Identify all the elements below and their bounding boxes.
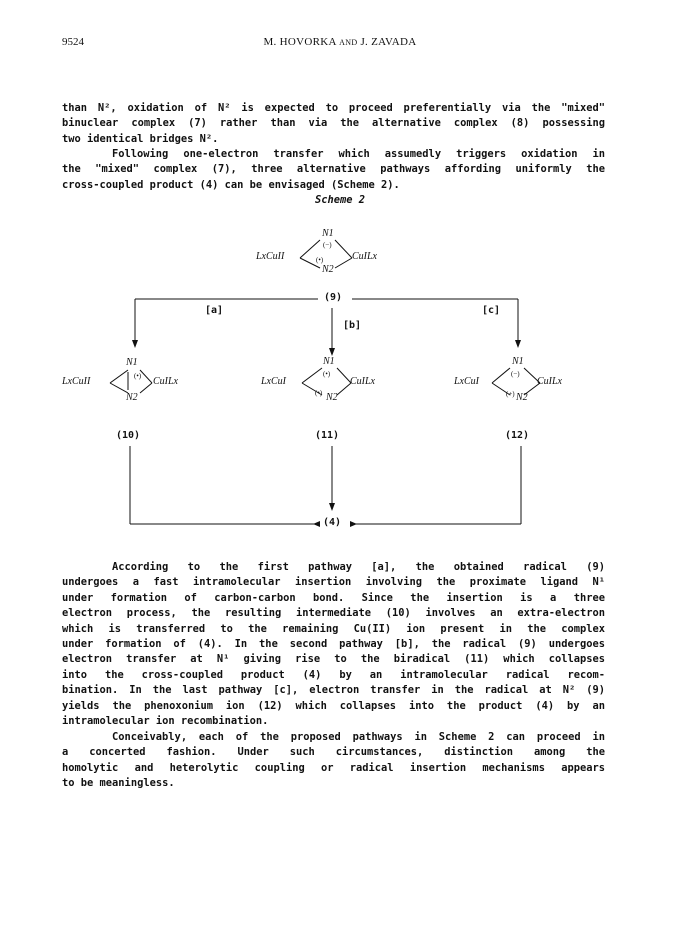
text-line: yields the phenoxonium ion (12) which collapses into the product (4) by an: [62, 699, 605, 712]
page-number: 9524: [62, 36, 84, 48]
text-line: electron process, the resulting intermediate (10) involves an extra-electron: [62, 607, 605, 620]
top-complex-left: LxCuII: [256, 251, 285, 262]
c11-mark1: (•): [323, 370, 331, 378]
text-line: electron transfer at N¹ giving rise to the biradical (11) which collapses: [62, 653, 605, 666]
text-line: homolytic and heterolytic coupling or radical insertion mechanisms appears: [62, 761, 605, 774]
c11-left: LxCuI: [261, 376, 286, 387]
label-10: (10): [116, 430, 141, 441]
bond-line: [335, 258, 352, 268]
top-complex-n2: N2: [322, 264, 334, 275]
fourth-paragraph: [62, 730, 605, 792]
text-line: into the cross-coupled product (4) by an intramolecular radical recom-: [62, 668, 605, 681]
bond-line: [335, 240, 352, 258]
text-line: Conceivably, each of the proposed pathways in Scheme 2 can proceed in: [112, 731, 605, 743]
third-paragraph: [62, 560, 605, 729]
c11-n2: N2: [326, 392, 338, 403]
arrowhead: [515, 340, 521, 348]
c12-left: LxCuI: [454, 376, 479, 387]
bond-line: [110, 370, 128, 383]
c10-mark: (•): [134, 372, 142, 380]
bond-line: [337, 383, 351, 395]
text-line: to be meaningless.: [62, 777, 175, 790]
text-line: the "mixed" complex (7), three alternative pathways affording uniformly the: [62, 163, 605, 176]
c12-mark1: (−): [511, 370, 520, 378]
text-line: under formation of (4). In the second pathway [b], the radical (9) undergoes: [62, 637, 605, 650]
label-11: (11): [315, 430, 340, 441]
branch-c-label: [c]: [482, 305, 501, 316]
arrowhead: [313, 521, 320, 527]
c12-n1: N1: [512, 356, 524, 367]
c11-mark2: (•): [315, 389, 323, 397]
top-complex-n1: N1: [322, 228, 334, 239]
c11-n1: N1: [323, 356, 335, 367]
c10-n1: N1: [126, 357, 138, 368]
branch-b-label: [b]: [343, 320, 362, 331]
text-line: which is transferred to the remaining Cu(II) ion present in the complex: [62, 622, 605, 635]
arrowhead: [329, 503, 335, 511]
text-line: two identical bridges N².: [62, 132, 219, 145]
text-line: under formation of carbon-carbon bond. Since the insertion is a three: [62, 591, 605, 604]
label-4: (4): [323, 517, 342, 528]
top-complex-right: CuILx: [352, 251, 377, 262]
top-complex-dot: (•): [316, 256, 324, 264]
text-line: a concerted fashion. Under such circumstances, distinction among the: [62, 746, 605, 759]
c12-n2: N2: [516, 392, 528, 403]
c12-right: CuILx: [537, 376, 562, 387]
text-line: Following one-electron transfer which assumedly triggers oxidation in: [112, 148, 605, 160]
arrowhead: [329, 348, 335, 356]
bond-line: [140, 383, 152, 393]
scheme-title: Scheme 2: [314, 194, 366, 206]
c10-right: CuILx: [153, 376, 178, 387]
text-line: According to the first pathway [a], the obtained radical (9): [112, 561, 605, 573]
c10-left: LxCuII: [62, 376, 91, 387]
arrowhead: [350, 521, 357, 527]
text-line: cross-coupled product (4) can be envisaged (Scheme 2).: [62, 178, 400, 191]
label-9: (9): [324, 292, 343, 303]
bond-line: [140, 370, 152, 383]
arrowhead: [132, 340, 138, 348]
c11-right: CuILx: [350, 376, 375, 387]
bond-line: [337, 368, 351, 383]
text-line: binuclear complex (7) rather than via the alternative complex (8) possessing: [62, 117, 605, 130]
text-line: than N², oxidation of N² is expected to proceed preferentially via the "mixed": [62, 102, 605, 114]
text-line: intramolecular ion recombination.: [62, 714, 269, 727]
c12-mark2: (+): [506, 390, 515, 398]
bond-line: [492, 368, 510, 383]
text-line: bination. In the last pathway [c], electron transfer in the radical at N² (9): [62, 684, 605, 697]
text-line: undergoes a fast intramolecular insertion involving the proximate ligand N¹: [62, 576, 605, 589]
branch-a-label: [a]: [205, 305, 224, 316]
label-12: (12): [505, 430, 530, 441]
running-head-authors: M. HOVORKA and J. ZAVADA: [263, 36, 417, 48]
top-complex-minus: (−): [323, 241, 332, 249]
c10-n2: N2: [126, 392, 138, 403]
bond-line: [302, 368, 322, 383]
